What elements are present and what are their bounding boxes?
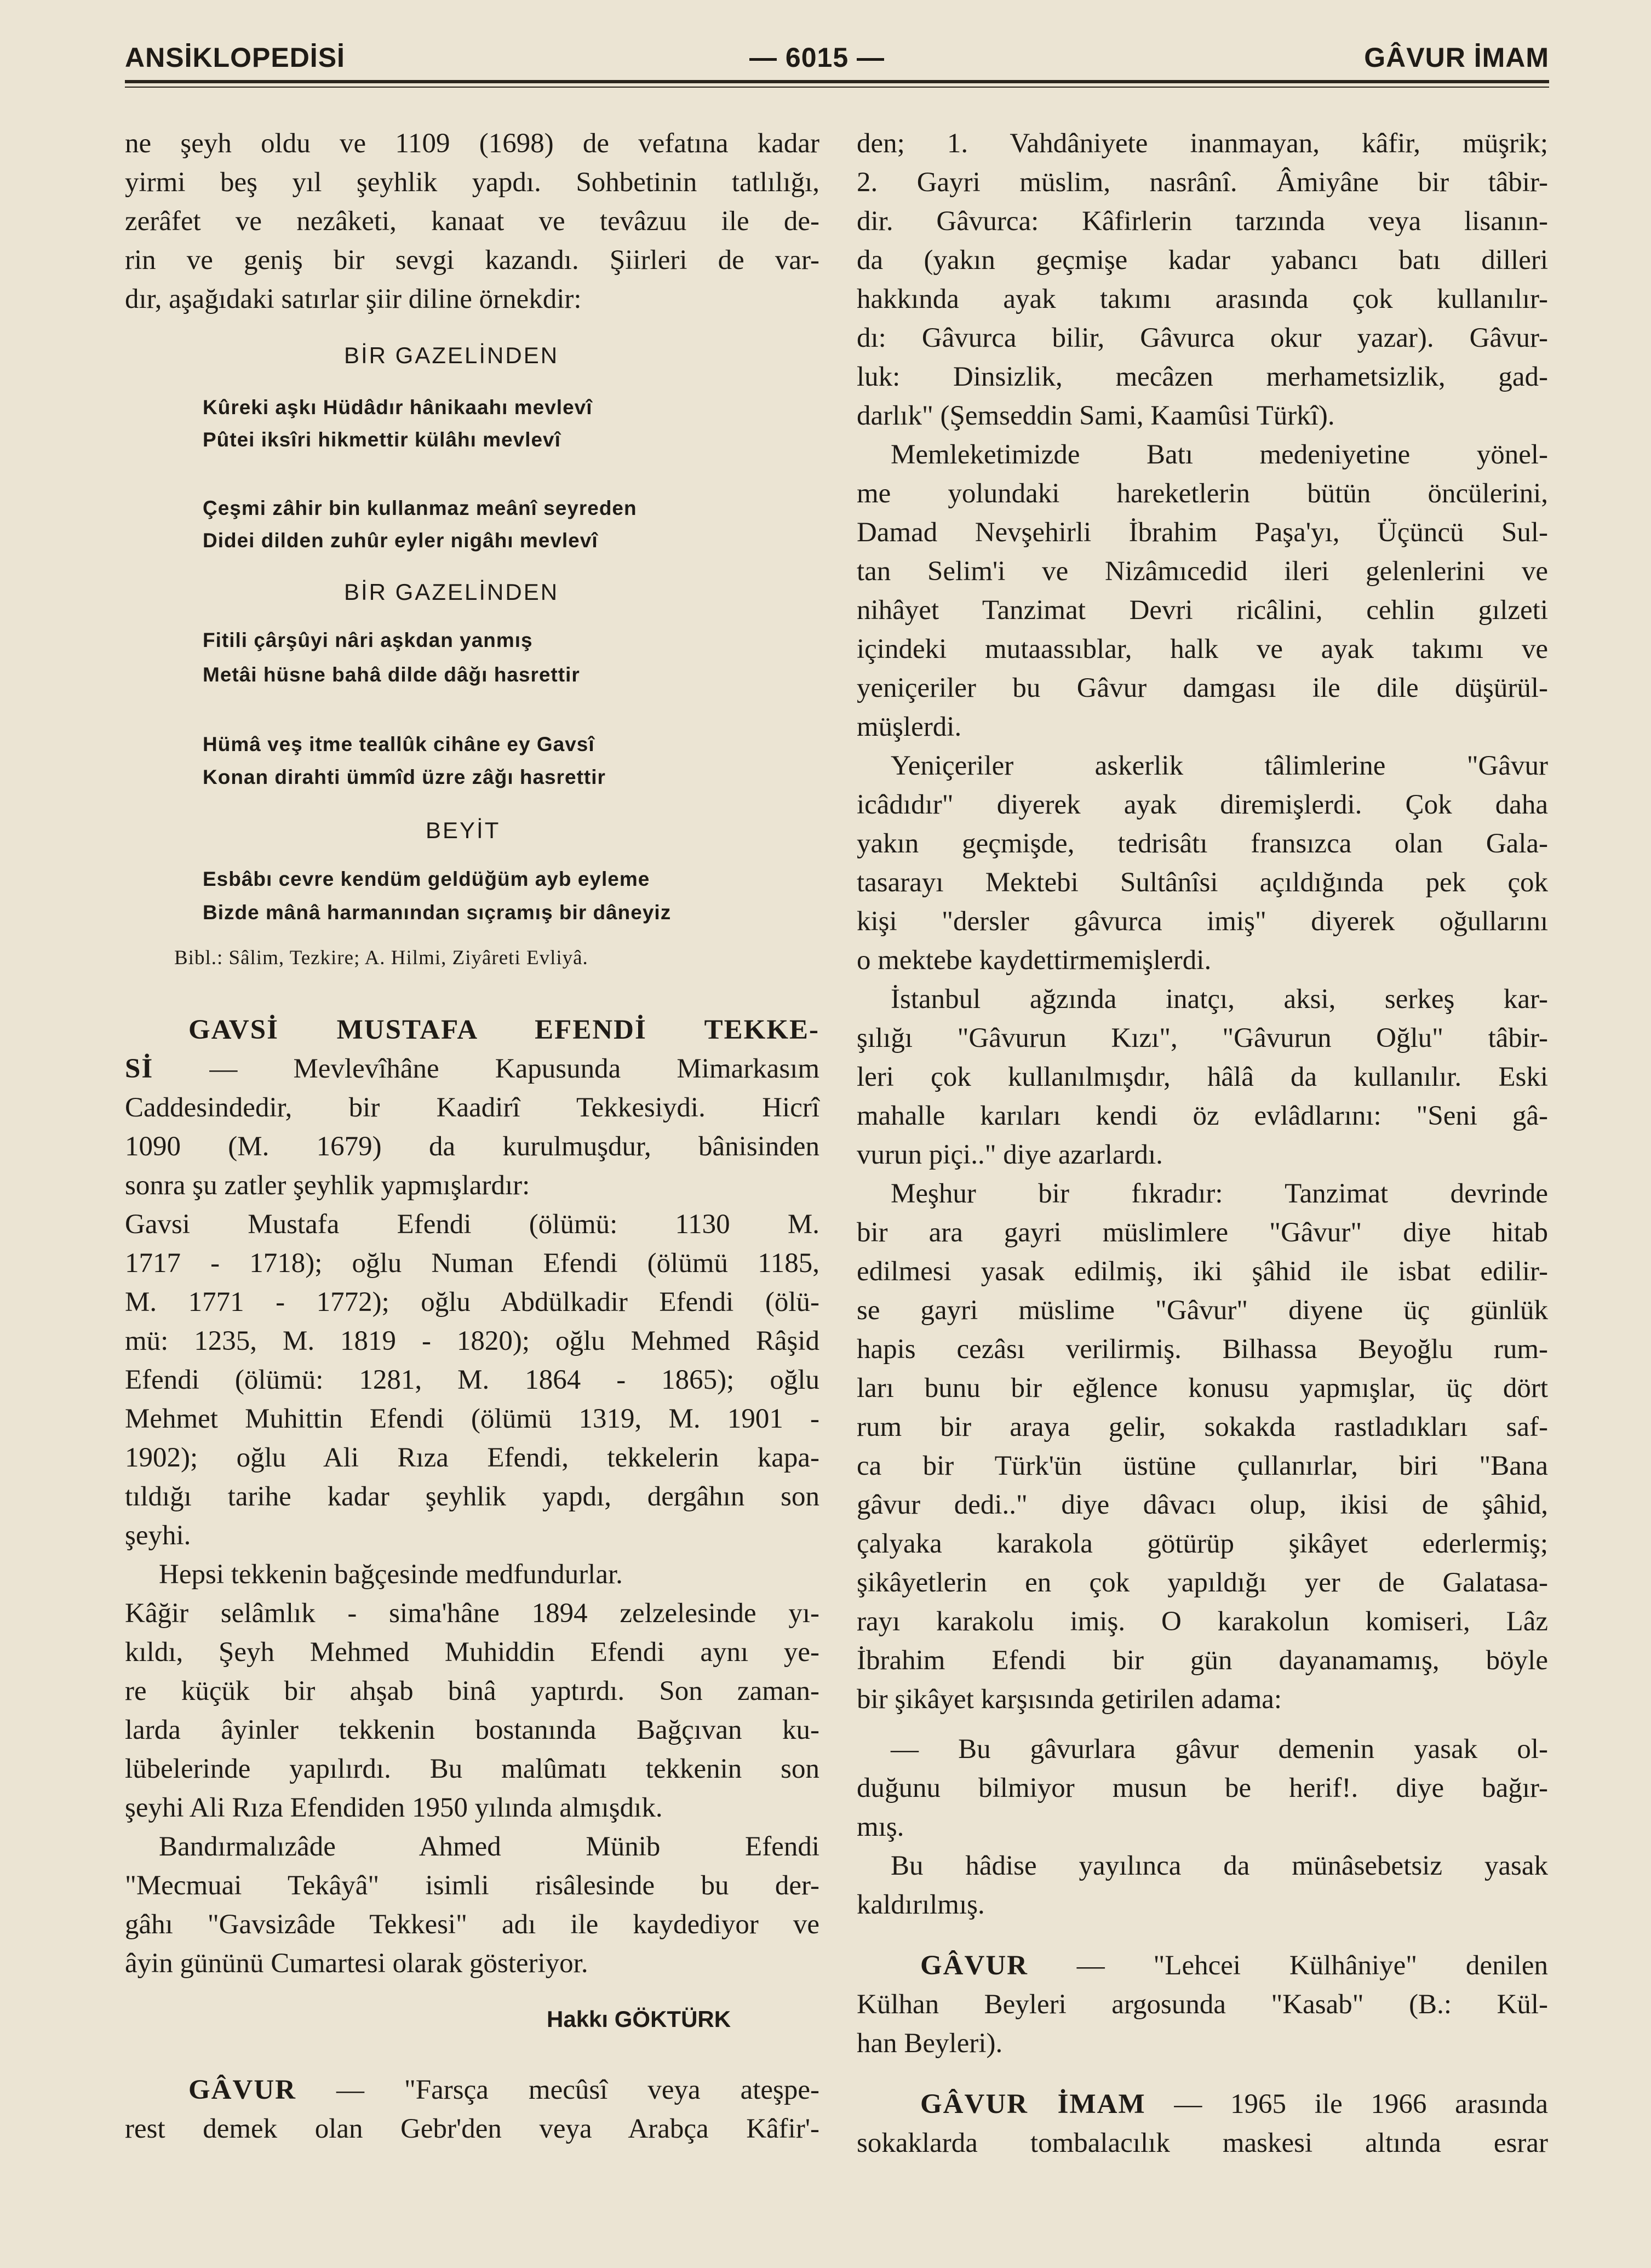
text-line: larda âyinler tekkenin bostanında Bağçıvan ku-: [125, 1715, 819, 1745]
text-line: lübelerinde yapılırdı. Bu malûmatı tekkenin son: [125, 1754, 819, 1784]
header-left: ANSİKLOPEDİSİ: [125, 42, 345, 73]
verse-line: Pûtei iksîri hikmettir külâhı mevlevî: [203, 428, 561, 451]
verse-line: Esbâbı cevre kendüm geldüğüm ayb eyleme: [203, 868, 650, 890]
text-line: Bandırmalızâde Ahmed Münib Efendi: [159, 1831, 819, 1862]
verse-line: Konan dirahti ümmîd üzre zâğı hasrettir: [203, 766, 606, 788]
article-headword: GÂVUR: [188, 2075, 296, 2105]
text-line: içindeki mutaassıblar, halk ve ayak takımı ve: [857, 634, 1548, 665]
verse-line: Fitili çârşûyi nâri aşkdan yanmış: [203, 629, 533, 651]
text-line: 1902); oğlu Ali Rıza Efendi, tekkelerin kapa-: [125, 1442, 819, 1473]
text-line: İstanbul ağzında inatçı, aksi, serkeş kar-: [891, 984, 1548, 1015]
header-rule-thick: [125, 80, 1549, 83]
text-line: dir. Gâvurca: Kâfirlerin tarzında veya lisanın-: [857, 206, 1548, 237]
text-line: icâdıdır" diyerek ayak diremişlerdi. Çok daha: [857, 789, 1548, 820]
text-line: kaldırılmış.: [857, 1889, 985, 1920]
page-number: — 6015 —: [749, 42, 885, 73]
text-line: rin ve geniş bir sevgi kazandı. Şiirleri de var-: [125, 245, 819, 276]
text-line: tıldığı tarihe kadar şeyhlik yapdı, dergâhın son: [125, 1481, 819, 1512]
text-line: bir ara gayri müslimlere "Gâvur" diye hitab: [857, 1217, 1548, 1248]
text-line: mış.: [857, 1812, 904, 1842]
author-signature: Hakkı GÖKTÜRK: [547, 2006, 731, 2032]
text-line: [125, 1055, 819, 1083]
text-line: luk: Dinsizlik, mecâzen merhametsizlik, gad-: [857, 362, 1548, 392]
text-line: o mektebe kaydettirmemişlerdi.: [857, 945, 1212, 976]
text-line: Hepsi tekkenin bağçesinde medfundurlar.: [159, 1559, 623, 1590]
text-line: Mehmet Muhittin Efendi (ölümü 1319, M. 1901 -: [125, 1404, 819, 1434]
text-line: ca bir Türk'ün üstüne çullanırlar, biri "Bana: [857, 1451, 1548, 1481]
text-line: da (yakın geçmişe kadar yabancı batı dilleri: [857, 245, 1548, 276]
text-line: rum bir araya gelir, sokakda rastladıkları saf-: [857, 1412, 1548, 1442]
text-line: yeniçeriler bu Gâvur damgası ile dile düşürül-: [857, 673, 1548, 703]
text-line: şılığı "Gâvurun Kızı", "Gâvurun Oğlu" tâbir-: [857, 1023, 1548, 1053]
text-line: Efendi (ölümü: 1281, M. 1864 - 1865); oğlu: [125, 1365, 819, 1395]
running-header: [125, 36, 1549, 85]
text-line: darlık" (Şemseddin Sami, Kaamûsi Türkî).: [857, 400, 1335, 431]
text-line: dır, aşağıdaki satırlar şiir diline örnekdir:: [125, 284, 582, 314]
text-line: [857, 2091, 1548, 2118]
text-line: hapis cezâsı verilirmiş. Bilhassa Beyoğlu rum-: [857, 1334, 1548, 1365]
text-line: Memleketimizde Batı medeniyetine yönel-: [891, 439, 1548, 470]
verse-line: Didei dilden zuhûr eyler nigâhı mevlevî: [203, 529, 598, 552]
text-line: edilmesi yasak edilmiş, iki şâhid ile isbat edilir-: [857, 1256, 1548, 1287]
text-line: sonra şu zatler şeyhlik yapmışlardır:: [125, 1170, 530, 1201]
header-right: GÂVUR İMAM: [1364, 42, 1549, 73]
article-headword-cont: Sİ: [125, 1053, 154, 1084]
text-line: Gavsi Mustafa Efendi (ölümü: 1130 M.: [125, 1209, 819, 1240]
article-headword: GÂVUR İMAM: [920, 2089, 1146, 2120]
text-line: yirmi beş yıl şeyhlik yapdı. Sohbetinin tatlılığı,: [125, 167, 819, 198]
text-line: Meşhur bir fıkradır: Tanzimat devrinde: [891, 1178, 1548, 1209]
text-line: kişi "dersler gâvurca imiş" diyerek oğullarını: [857, 906, 1548, 937]
text-line: gâhı "Gavsizâde Tekkesi" adı ile kaydediyor ve: [125, 1909, 819, 1940]
text-line: me yolundaki hareketlerin bütün öncülerini,: [857, 478, 1548, 509]
text-line: şeyhi.: [125, 1520, 191, 1551]
text-line: âyin gününü Cumartesi olarak gösteriyor.: [125, 1948, 588, 1979]
text-line: M. 1771 - 1772); oğlu Abdülkadir Efendi (ölü-: [125, 1287, 819, 1318]
article-headword: GAVSİ MUSTAFA EFENDİ TEKKE-: [188, 1015, 819, 1045]
text-line: — Bu gâvurlara gâvur demenin yasak ol-: [891, 1734, 1548, 1765]
text-line: bir şikâyet karşısında getirilen adama:: [857, 1684, 1282, 1715]
text-line: re küçük bir ahşab binâ yaptırdı. Son zaman-: [125, 1676, 819, 1706]
text-line: han Beyleri).: [857, 2028, 1003, 2059]
text-line: ne şeyh oldu ve 1109 (1698) de vefatına kadar: [125, 128, 819, 159]
text-line: Yeniçeriler askerlik tâlimlerine "Gâvur: [891, 751, 1548, 781]
text-line: leri çok kullanılmışdır, hâlâ da kullanılır. Eski: [857, 1062, 1548, 1092]
bibliography: Bibl.: Sâlim, Tezkire; A. Hilmi, Ziyâreti Evliyâ.: [174, 947, 588, 969]
verse-line: Hümâ veş itme teallûk cihâne ey Gavsî: [203, 733, 595, 755]
poem-heading: BİR GAZELİNDEN: [344, 579, 559, 605]
text-line: Külhan Beyleri argosunda "Kasab" (B.: Kül-: [857, 1989, 1548, 2020]
poem-heading: BEYİT: [426, 817, 501, 843]
verse-line: Bizde mânâ harmanından sıçramış bir dâneyiz: [203, 901, 672, 924]
text-line: şikâyetlerin en çok yapıldığı yer de Galatasa-: [857, 1567, 1548, 1598]
text-line: çalyaka karakola götürüp şikâyet ederlermiş;: [857, 1528, 1548, 1559]
text-line: kıldı, Şeyh Mehmed Muhiddin Efendi aynı ye-: [125, 1637, 819, 1668]
text-line: Damad Nevşehirli İbrahim Paşa'yı, Üçüncü Sul-: [857, 517, 1548, 548]
text-line: İbrahim Efendi bir gün dayanamamış, böyle: [857, 1645, 1548, 1676]
text-line: tasarayı Mektebi Sultânîsi açıldığında pek çok: [857, 867, 1548, 898]
verse-line: Çeşmi zâhir bin kullanmaz meânî seyreden: [203, 497, 637, 519]
text-line: yakın geçmişde, tedrisâtı fransızca olan Gala-: [857, 828, 1548, 859]
text-line: "Mecmuai Tekâyâ" isimli risâlesinde bu der-: [125, 1870, 819, 1901]
poem-heading: BİR GAZELİNDEN: [344, 342, 559, 368]
text-line: Bu hâdise yayılınca da münâsebetsiz yasak: [891, 1851, 1548, 1881]
text-line: tan Selim'i ve Nizâmıcedid ileri gelenlerini ve: [857, 556, 1548, 587]
text-line: sokaklarda tombalacılık maskesi altında esrar: [857, 2128, 1548, 2158]
text-line: ları bunu bir eğlence konusu yapmışlar, üç dört: [857, 1373, 1548, 1404]
text-line: mü: 1235, M. 1819 - 1820); oğlu Mehmed Râşid: [125, 1326, 819, 1356]
text-line: den; 1. Vahdâniyete inanmayan, kâfir, müşrik;: [857, 128, 1548, 159]
text-line: 2. Gayri müslim, nasrânî. Âmiyâne bir tâbir-: [857, 167, 1548, 198]
text-line: mahalle karıları kendi öz evlâdlarını: "Seni gâ-: [857, 1101, 1548, 1131]
text-line: [857, 1952, 1548, 1980]
text-fragment: — "Farsça mecûsî veya ateşpe-: [336, 2075, 820, 2105]
text-line: Kâğir selâmlık - sima'hâne 1894 zelzelesinde yı-: [125, 1598, 819, 1629]
text-line: şeyhi Ali Rıza Efendiden 1950 yılında almışdık.: [125, 1792, 663, 1823]
text-line: [125, 2076, 819, 2104]
text-line: rayı karakolu imiş. O karakolun komiseri, Lâz: [857, 1606, 1548, 1637]
text-line: 1717 - 1718); oğlu Numan Efendi (ölümü 1185,: [125, 1248, 819, 1279]
text-line: nihâyet Tanzimat Devri ricâlini, cehlin gılzeti: [857, 595, 1548, 626]
text-fragment: — Mevlevîhâne Kapusunda Mimarkasım: [209, 1053, 820, 1084]
text-line: rest demek olan Gebr'den veya Arabça Kâfir'-: [125, 2114, 819, 2144]
text-line: vurun piçi.." diye azarlardı.: [857, 1139, 1163, 1170]
text-fragment: — 1965 ile 1966 arasında: [1174, 2089, 1548, 2120]
text-line: Caddesindedir, bir Kaadirî Tekkesiydi. Hicrî: [125, 1092, 819, 1123]
text-line: se gayri müslime "Gâvur" diyene üç günlük: [857, 1295, 1548, 1326]
text-line: dı: Gâvurca bilir, Gâvurca okur yazar). Gâvur-: [857, 323, 1548, 353]
text-line: müşlerdi.: [857, 712, 962, 742]
article-headword: GÂVUR: [920, 1950, 1028, 1981]
text-line: hakkında ayak takımı arasında çok kullanılır-: [857, 284, 1548, 314]
text-line: 1090 (M. 1679) da kurulmuşdur, bânisinden: [125, 1131, 819, 1162]
text-line: zerâfet ve nezâketi, kanaat ve tevâzuu ile de-: [125, 206, 819, 237]
header-rule-thin: [125, 87, 1549, 88]
text-line: gâvur dedi.." diye dâvacı olup, ikisi de şâhid,: [857, 1490, 1548, 1520]
text-line: duğunu bilmiyor musun be herif!. diye bağır-: [857, 1773, 1548, 1803]
verse-line: Metâi hüsne bahâ dilde dâğı hasrettir: [203, 663, 580, 686]
verse-line: Kûreki aşkı Hüdâdır hânikaahı mevlevî: [203, 396, 593, 419]
text-fragment: — "Lehcei Külhâniye" denilen: [1076, 1950, 1549, 1981]
